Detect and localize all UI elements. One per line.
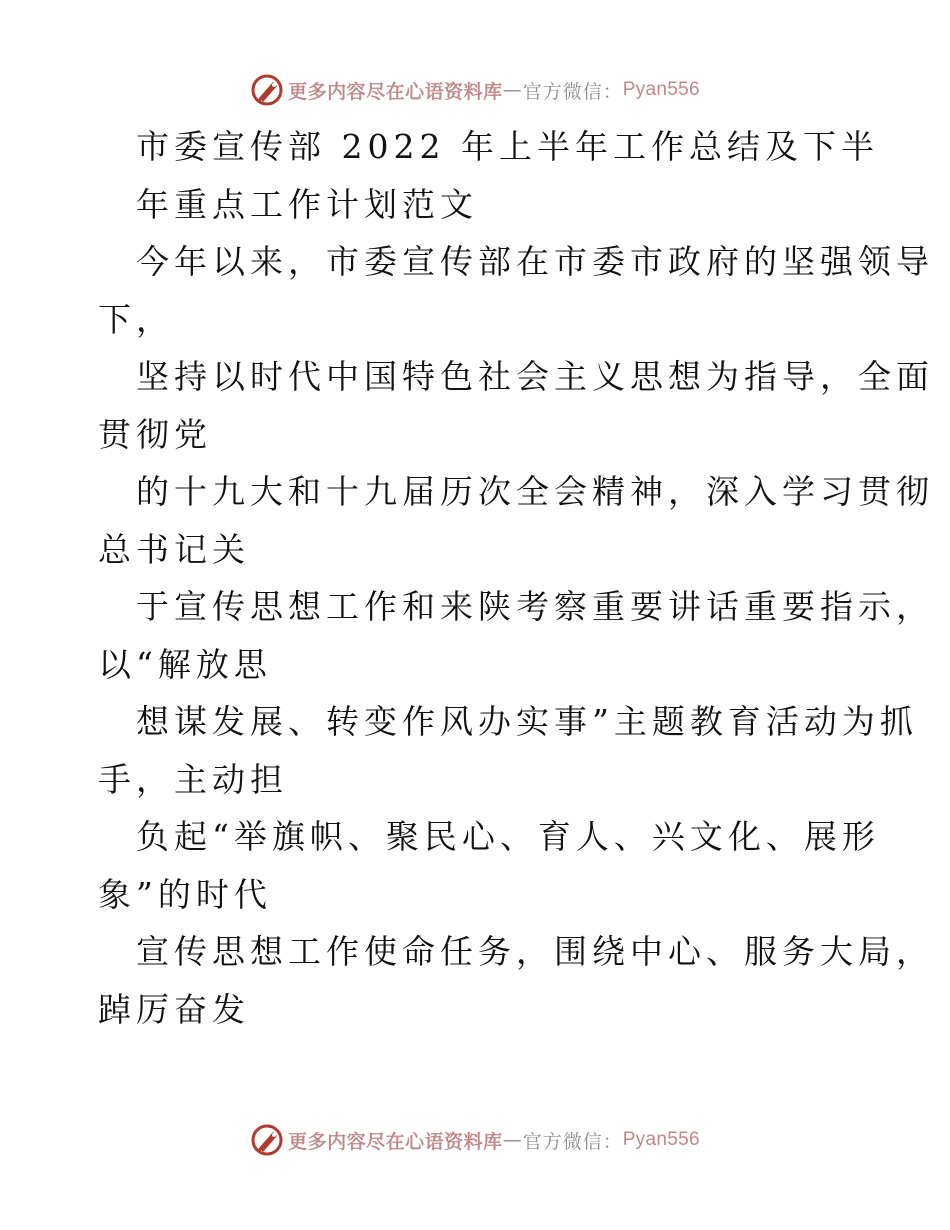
body-line: 的十九大和十九届历次全会精神，深入学习贯彻: [136, 472, 934, 511]
wechat-id: Pyan556: [622, 1129, 700, 1150]
promo-text: 更多内容尽在心语资料库: [288, 80, 503, 103]
body-line: 下，: [98, 299, 174, 339]
body-line: 于宣传思想工作和来陕考察重要讲话重要指示，: [136, 587, 934, 626]
body-line: 贯彻党: [98, 414, 212, 454]
footer-banner: [0, 1120, 950, 1160]
body-line: 宣传思想工作使命任务，围绕中心、服务大局，: [136, 932, 934, 971]
body-line: 坚持以时代中国特色社会主义思想为指导，全面: [136, 357, 934, 396]
pen-nib-logo-icon: [250, 1123, 284, 1157]
pen-nib-logo-icon: [250, 73, 284, 107]
title-line-2: 年重点工作计划范文: [136, 184, 478, 224]
separator: —: [502, 79, 523, 101]
body-line: 手，主动担: [98, 759, 288, 799]
body-line: 负起“举旗帜、聚民心、育人、兴文化、展形: [136, 817, 880, 856]
body-line: 总书记关: [98, 529, 250, 569]
wechat-label: 官方微信：: [522, 80, 623, 103]
wechat-id: Pyan556: [622, 79, 700, 100]
document-body: [98, 118, 934, 1038]
body-line: 今年以来，市委宣传部在市委市政府的坚强领导: [136, 242, 934, 281]
header-banner: [0, 70, 950, 110]
wechat-label: 官方微信：: [522, 1130, 623, 1153]
body-line: 象”的时代: [98, 874, 272, 914]
body-line: 以“解放思: [98, 644, 272, 684]
body-line: 踔厉奋发: [98, 989, 250, 1029]
separator: —: [502, 1129, 523, 1151]
title-line-1: 市委宣传部 2022 年上半年工作总结及下半: [136, 127, 879, 166]
promo-text: 更多内容尽在心语资料库: [288, 1130, 503, 1153]
body-line: 想谋发展、转变作风办实事”主题教育活动为抓: [136, 702, 918, 741]
